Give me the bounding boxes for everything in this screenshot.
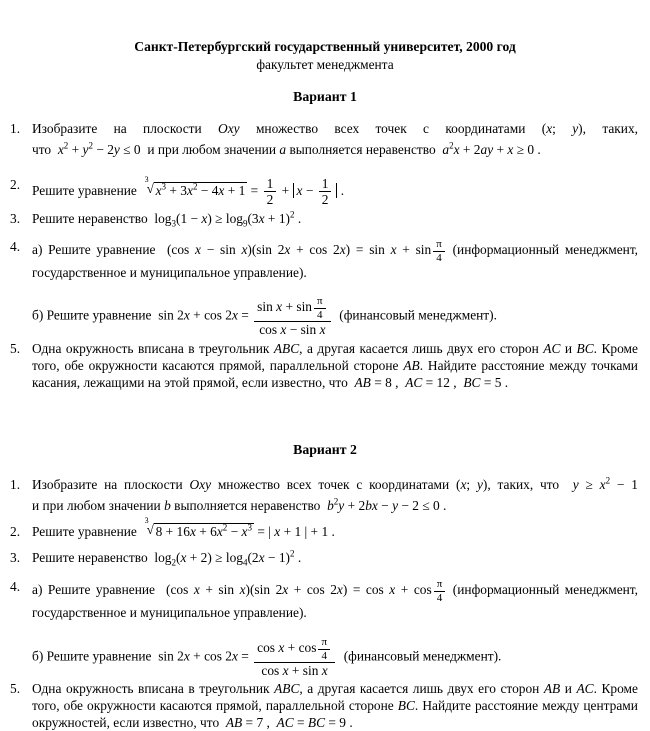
university-title: Санкт-Петербургский государственный университет, 2000 год xyxy=(134,39,516,54)
v2-problem-4 xyxy=(10,578,638,622)
variant-1-title: Вариант 1 xyxy=(293,89,357,104)
problem-text: Решите неравенство $\log_3(1 - x) \ge \log_9(3x + 1)^2$ . xyxy=(32,209,302,229)
problem-text: Изобразите на плоскости Oxy множество всех точек с координатами (x; y), таких, что $x^2 + y^2 - 2y \le 0$ и при любом значении a выполняется неравенство $a^2x + 2ay + x \ge 0$ . xyxy=(32,121,638,158)
problem-number: 2. xyxy=(10,524,21,539)
problem-text: а) Решите уравнение (cos x + sin x)(sin 2x + cos 2x) = cos x + cos $\frac{\pi}{4}$ (информационный менеджмент, государственное и муниципальное управление). xyxy=(32,578,638,621)
problem-number: 1. xyxy=(10,121,21,136)
v1-problem-5 xyxy=(10,340,638,391)
problem-number: 2. xyxy=(10,177,21,192)
problem-text: Решите уравнение 3 √ $x^3 + 3x^2 - 4x + 1$ = $\frac{1}{2}$ + x − $\frac{1}{2}$ . xyxy=(32,174,345,208)
v1-problem-4b: б) Решите уравнение sin 2x + cos 2x = sin x + sin $\frac{\pi}{4}$ cos x − sin x (финансовый менеджмент). xyxy=(32,295,497,338)
document-header xyxy=(0,38,650,74)
v2-problem-5 xyxy=(10,680,638,731)
v2-problem-2 xyxy=(10,516,638,541)
problem-text: Изобразите на плоскости Oxy множество всех точек с координатами (x; y), таких, что $y \ge x^2 - 1$ и при любом значении b выполняется неравенство $b^2y + 2bx - y - 2 \le 0$ . xyxy=(32,475,638,514)
problem-number: 4. xyxy=(10,579,21,594)
problem-text: Одна окружность вписана в треугольник ABC, а другая касается лишь двух его сторон AC и BC. Кроме того, обе окружности касаются прямой, параллельной стороне AB. Найдите расстояние между точками касания, лежащими на этой прямой, если известно, что AB = 8 , AC = 12 , BC = 5 . xyxy=(32,341,638,391)
problem-number: 5. xyxy=(10,341,21,356)
v1-problem-1 xyxy=(10,120,638,159)
v2-problem-1 xyxy=(10,476,638,515)
problem-number: 1. xyxy=(10,477,21,492)
v1-problem-2 xyxy=(10,176,638,208)
faculty-subtitle: факультет менеджмента xyxy=(256,57,394,73)
v2-problem-3 xyxy=(10,549,638,567)
problem-text: Решите неравенство $\log_2(x + 2) \ge \log_4(2x - 1)^2$ . xyxy=(32,548,302,568)
v1-problem-4 xyxy=(10,238,638,282)
problem-number: 3. xyxy=(10,550,21,565)
problem-number: 4. xyxy=(10,239,21,254)
v1-problem-3 xyxy=(10,210,638,228)
problem-number: 5. xyxy=(10,681,21,696)
variant-2-title: Вариант 2 xyxy=(293,442,357,457)
problem-text: Одна окружность вписана в треугольник ABC, а другая касается лишь двух его сторон AB и AC. Кроме того, обе окружности касаются прямой, параллельной стороне BC. Найдите расстояние между центрами окружностей, если известно, что AB = 7 , AC = BC = 9 . xyxy=(32,681,638,731)
problem-text: а) Решите уравнение (cos x − sin x)(sin 2x + cos 2x) = sin x + sin $\frac{\pi}{4}$ (информационный менеджмент, государственное и муниципальное управление). xyxy=(32,238,639,281)
v2-problem-4b: б) Решите уравнение sin 2x + cos 2x = cos x + cos $\frac{\pi}{4}$ cos x + sin x (финансовый менеджмент). xyxy=(32,636,502,679)
problem-number: 3. xyxy=(10,211,21,226)
problem-text: Решите уравнение 3 √ $8 + 16x + 6x^2 - x^3$ = | x + 1 | + 1 . xyxy=(32,516,335,539)
